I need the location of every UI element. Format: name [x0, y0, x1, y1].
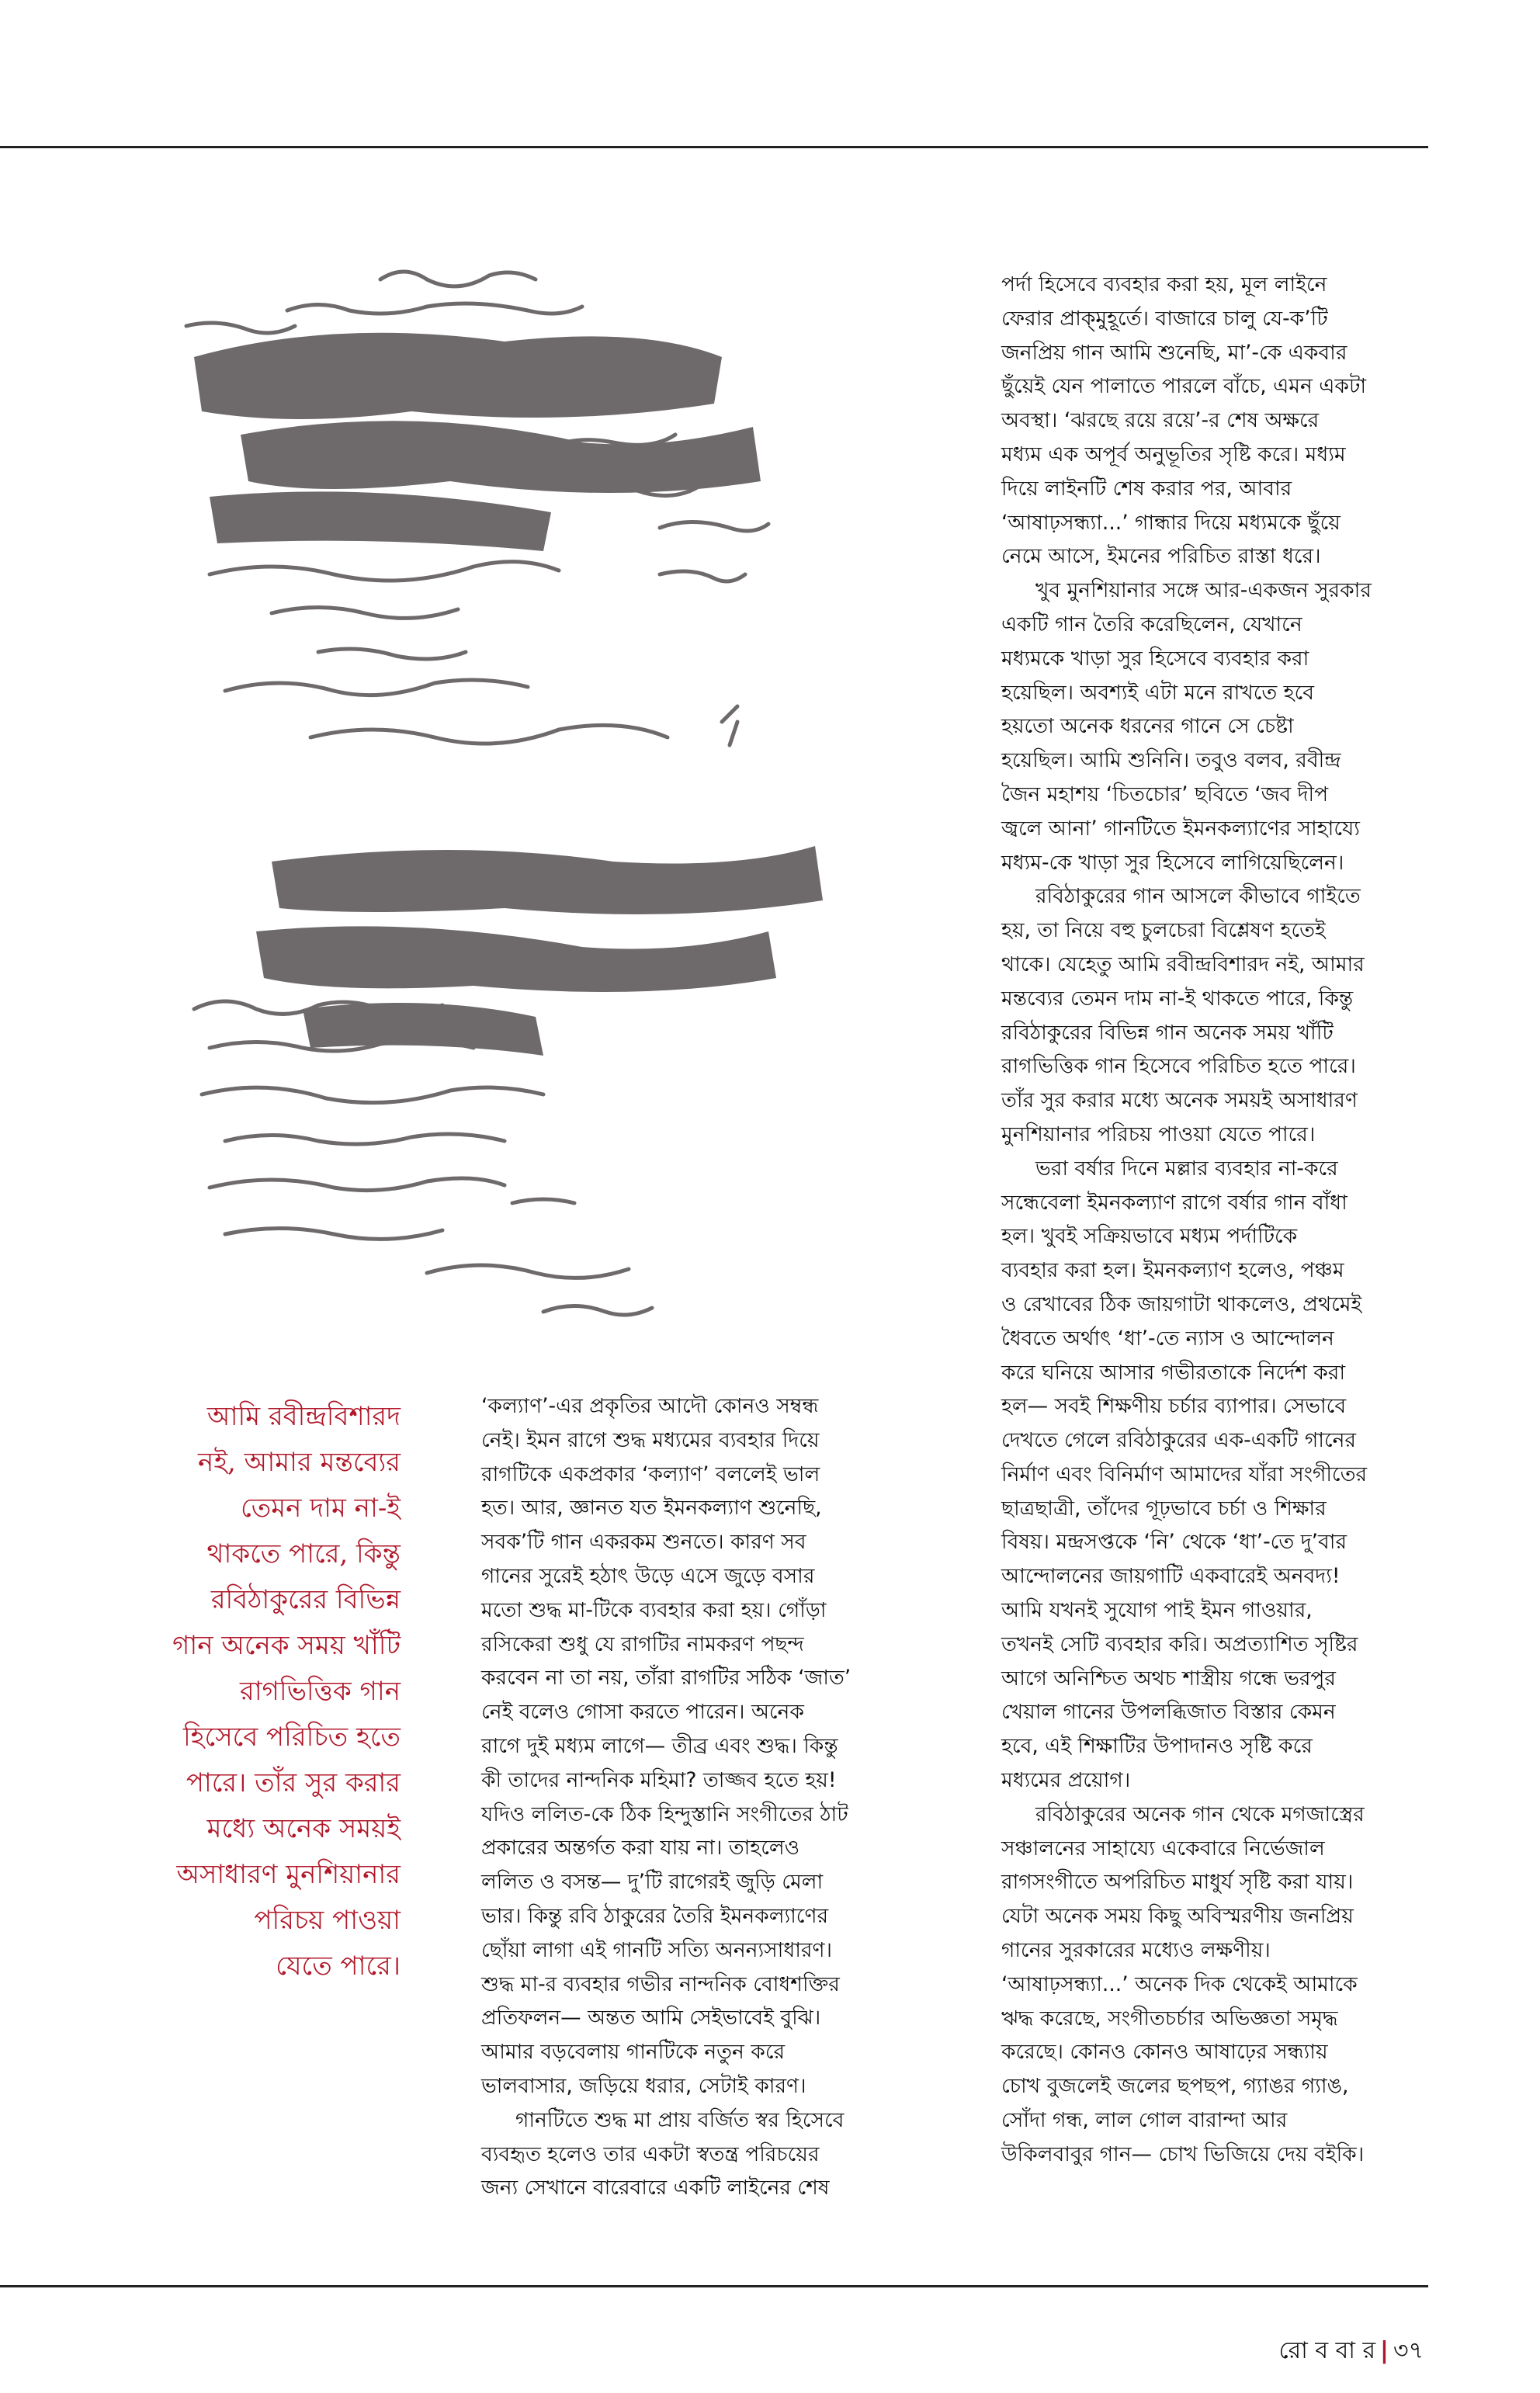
- article-column-middle: [481, 1389, 916, 2205]
- text-line: করে ঘনিয়ে আসার গভীরতাকে নির্দেশ করা: [1001, 1360, 1346, 1385]
- page-number: ৩৭: [1393, 2337, 1424, 2364]
- text-line: প্রকারের অন্তর্গত করা যায় না। তাহলেও: [481, 1836, 800, 1861]
- pull-quote-line: পারে। তাঁর সুর করার: [186, 1767, 401, 1798]
- text-line: ধৈবতে অর্থাৎ ‘ধা’-তে ন্যাস ও আন্দোলন: [1001, 1326, 1334, 1351]
- text-line: ফেরার প্রাক্‌মুহূর্তে। বাজারে চালু যে-ক’টি: [1001, 306, 1328, 331]
- text-line: হবে, এই শিক্ষাটির উপাদানও সৃষ্টি করে: [1001, 1734, 1313, 1759]
- text-line: ব্যবহার করা হল। ইমনকল্যাণ হলেও, পঞ্চম: [1001, 1258, 1344, 1283]
- text-line: পর্দা হিসেবে ব্যবহার করা হয়, মূল লাইনে: [1001, 272, 1327, 297]
- pull-quote: [116, 1394, 401, 1989]
- top-rule: [0, 146, 1428, 148]
- text-line: হয়েছিল। আমি শুনিনি। তবুও বলব, রবীন্দ্র: [1001, 748, 1341, 773]
- pull-quote-line: আমি রবীন্দ্রবিশারদ: [206, 1401, 401, 1432]
- text-line: মতো শুদ্ধ মা-টিকে ব্যবহার করা হয়। গোঁড়া: [481, 1597, 827, 1622]
- text-line: রাগসংগীতে অপরিচিত মাধুর্য সৃষ্টি করা যায়।: [1001, 1870, 1354, 1895]
- text-line: গানের সুরেই হঠাৎ উড়ে এসে জুড়ে বসার: [481, 1563, 815, 1588]
- text-line: আমি যখনই সুযোগ পাই ইমন গাওয়ার,: [1001, 1598, 1313, 1623]
- pull-quote-line: যেতে পারে।: [276, 1951, 401, 1982]
- text-line: উকিলবাবুর গান— চোখ ভিজিয়ে দেয় বইকি।: [1001, 2142, 1365, 2166]
- text-line: রাগটিকে একপ্রকার ‘কল্যাণ’ বললেই ভাল: [481, 1462, 820, 1486]
- text-line: জৈন মহাশয় ‘চিতচোর’ ছবিতে ‘জব দীপ: [1001, 782, 1329, 806]
- text-line: প্রতিফলন— অন্তত আমি সেইভাবেই বুঝি।: [481, 2006, 821, 2031]
- text-line: থাকে। যেহেতু আমি রবীন্দ্রবিশারদ নই, আমার: [1001, 952, 1365, 976]
- text-line: মধ্যম এক অপূর্ব অনুভূতির সৃষ্টি করে। মধ্যম: [1001, 442, 1346, 466]
- pull-quote-line: পরিচয় পাওয়া: [254, 1905, 401, 1936]
- text-line: খেয়াল গানের উপলব্ধিজাত বিস্তার কেমন: [1001, 1700, 1336, 1725]
- text-line: মন্তব্যের তেমন দাম না-ই থাকতে পারে, কিন্তু: [1001, 986, 1354, 1011]
- text-line: করবেন না তা নয়, তাঁরা রাগটির সঠিক ‘জাত’: [481, 1666, 852, 1691]
- text-line: গানের সুরকারের মধ্যেও লক্ষণীয়।: [1001, 1938, 1271, 1963]
- text-line: সঞ্চালনের সাহায্যে একেবারে নির্ভেজাল: [1001, 1836, 1325, 1861]
- pull-quote-line: তেমন দাম না-ই: [240, 1493, 401, 1524]
- text-line: সোঁদা গন্ধ, লাল গোল বারান্দা আর: [1001, 2108, 1288, 2133]
- text-line: যেটা অনেক সময় কিছু অবিস্মরণীয় জনপ্রিয়: [1001, 1904, 1354, 1929]
- text-line: মধ্যমকে খাড়া সুর হিসেবে ব্যবহার করা: [1001, 646, 1309, 671]
- text-line: খুব মুনশিয়ানার সঙ্গে আর-একজন সুরকার: [1035, 578, 1372, 603]
- text-line: নেই। ইমন রাগে শুদ্ধ মধ্যমের ব্যবহার দিয়ে: [481, 1427, 820, 1452]
- manuscript-image: [179, 248, 908, 1335]
- pull-quote-line: গান অনেক সময় খাঁটি: [172, 1630, 401, 1661]
- text-line: ‘আষাঢ়সন্ধ্যা...’ অনেক দিক থেকেই আমাকে: [1001, 1972, 1358, 1996]
- magazine-name: রো ব বা র: [1278, 2337, 1376, 2364]
- pull-quote-line: নই, আমার মন্তব্যের: [198, 1447, 401, 1478]
- text-line: ‘কল্যাণ’-এর প্রকৃতির আদৌ কোনও সম্বন্ধ: [481, 1394, 819, 1418]
- text-line: ছুঁয়েই যেন পালাতে পারলে বাঁচে, এমন একটা: [1001, 374, 1367, 399]
- pull-quote-line: হিসেবে পরিচিত হতে: [182, 1722, 401, 1753]
- text-line: রাগে দুই মধ্যম লাগে— তীব্র এবং শুদ্ধ। কিন্তু: [481, 1733, 838, 1758]
- text-line: রাগভিত্তিক গান হিসেবে পরিচিত হতে পারে।: [1001, 1054, 1356, 1079]
- text-line: ভার। কিন্তু রবি ঠাকুরের তৈরি ইমনকল্যাণের: [481, 1903, 829, 1928]
- pull-quote-line: থাকতে পারে, কিন্তু: [206, 1538, 401, 1569]
- text-line: নেমে আসে, ইমনের পরিচিত রাস্তা ধরে।: [1001, 544, 1321, 569]
- text-line: ঋদ্ধ করেছে, সংগীতচর্চার অভিজ্ঞতা সমৃদ্ধ: [1001, 2006, 1338, 2031]
- text-line: ও রেখাবের ঠিক জায়গাটা থাকলেও, প্রথমেই: [1001, 1292, 1362, 1316]
- text-line: করেছে। কোনও কোনও আষাঢ়ের সন্ধ্যায়: [1001, 2040, 1328, 2065]
- pull-quote-line: অসাধারণ মুনশিয়ানার: [176, 1859, 401, 1890]
- bottom-rule: [0, 2285, 1428, 2287]
- text-line: জ্বলে আনা’ গানটিতে ইমনকল্যাণের সাহায্যে: [1001, 816, 1360, 841]
- text-line: মধ্যম-কে খাড়া সুর হিসেবে লাগিয়েছিলেন।: [1001, 850, 1344, 875]
- text-line: তাঁর সুর করার মধ্যে অনেক সময়ই অসাধারণ: [1001, 1088, 1358, 1113]
- article-column-right: [1001, 268, 1436, 2172]
- pull-quote-line: মধ্যে অনেক সময়ই: [206, 1813, 401, 1844]
- text-line: হত। আর, জ্ঞানত যত ইমনকল্যাণ শুনেছি,: [481, 1496, 822, 1521]
- text-line: চোখ বুজলেই জলের ছপছপ, গ্যাঙর গ্যাঙ,: [1001, 2074, 1349, 2099]
- text-line: ভালবাসার, জড়িয়ে ধরার, সেটাই কারণ।: [481, 2073, 806, 2098]
- text-line: নির্মাণ এবং বিনির্মাণ আমাদের যাঁরা সংগীতের: [1001, 1462, 1368, 1486]
- text-line: একটি গান তৈরি করেছিলেন, যেখানে: [1001, 612, 1302, 636]
- text-line: নেই বলেও গোসা করতে পারেন। অনেক: [481, 1700, 804, 1725]
- text-line: যদিও ললিত-কে ঠিক হিন্দুস্তানি সংগীতের ঠাট: [481, 1802, 848, 1826]
- text-line: রবিঠাকুরের অনেক গান থেকে মগজাস্ত্রের: [1035, 1802, 1365, 1826]
- text-line: আন্দোলনের জায়গাটি একবারেই অনবদ্য!: [1001, 1564, 1341, 1589]
- text-line: সন্ধেবেলা ইমনকল্যাণ রাগে বর্ষার গান বাঁধা: [1001, 1190, 1348, 1215]
- text-line: রবিঠাকুরের গান আসলে কীভাবে গাইতে: [1035, 884, 1361, 909]
- text-line: কী তাদের নান্দনিক মহিমা? তাজ্জব হতে হয়!: [481, 1767, 837, 1792]
- text-line: তখনই সেটি ব্যবহার করি। অপ্রত্যাশিত সৃষ্টির: [1001, 1632, 1358, 1656]
- footer-separator: |: [1380, 2337, 1389, 2364]
- text-line: মুনশিয়ানার পরিচয় পাওয়া যেতে পারে।: [1001, 1122, 1316, 1146]
- text-line: ভরা বর্ষার দিনে মল্লার ব্যবহার না-করে: [1035, 1156, 1338, 1181]
- text-line: হয়েছিল। অবশ্যই এটা মনে রাখতে হবে: [1001, 680, 1314, 705]
- pull-quote-line: রাগভিত্তিক গান: [240, 1676, 401, 1707]
- text-line: অবস্থা। ‘ঝরছে রয়ে রয়ে’-র শেষ অক্ষরে: [1001, 408, 1320, 433]
- text-line: হল। খুবই সক্রিয়ভাবে মধ্যম পর্দাটিকে: [1001, 1224, 1298, 1249]
- text-line: ব্যবহৃত হলেও তার একটা স্বতন্ত্র পরিচয়ের: [481, 2142, 820, 2166]
- text-line: হল— সবই শিক্ষণীয় চর্চার ব্যাপার। সেভাবে: [1001, 1394, 1347, 1419]
- text-line: রবিঠাকুরের বিভিন্ন গান অনেক সময় খাঁটি: [1001, 1020, 1334, 1045]
- text-line: জনপ্রিয় গান আমি শুনেছি, মা’-কে একবার: [1001, 340, 1348, 365]
- text-line: মধ্যমের প্রয়োগ।: [1001, 1768, 1131, 1793]
- text-line: দিয়ে লাইনটি শেষ করার পর, আবার: [1001, 476, 1292, 501]
- text-line: ‘আষাঢ়সন্ধ্যা...’ গান্ধার দিয়ে মধ্যমকে ছুঁয়ে: [1001, 510, 1341, 535]
- text-line: হয়, তা নিয়ে বহু চুলচেরা বিশ্লেষণ হতেই: [1001, 918, 1326, 943]
- pull-quote-line: রবিঠাকুরের বিভিন্ন: [210, 1584, 401, 1615]
- text-line: ললিত ও বসন্ত— দু’টি রাগেরই জুড়ি মেলা: [481, 1870, 824, 1895]
- text-line: গানটিতে শুদ্ধ মা প্রায় বর্জিত স্বর হিসেবে: [515, 2107, 845, 2132]
- page-footer: [1278, 2332, 1424, 2371]
- text-line: হয়তো অনেক ধরনের গানে সে চেষ্টা: [1001, 714, 1294, 739]
- text-line: জন্য সেখানে বারেবারে একটি লাইনের শেষ: [481, 2176, 830, 2201]
- text-line: ছাত্রছাত্রী, তাঁদের গূঢ়ভাবে চর্চা ও শিক্ষার: [1001, 1496, 1327, 1521]
- text-line: আমার বড়বেলায় গানটিকে নতুন করে: [481, 2040, 786, 2065]
- text-line: শুদ্ধ মা-র ব্যবহার গভীর নান্দনিক বোধশক্তির: [481, 1972, 840, 1996]
- text-line: বিষয়। মন্দ্রসপ্তকে ‘নি’ থেকে ‘ধা’-তে দু’বার: [1001, 1530, 1348, 1555]
- text-line: সবক’টি গান একরকম শুনতে। কারণ সব: [481, 1530, 806, 1555]
- text-line: দেখতে গেলে রবিঠাকুরের এক-একটি গানের: [1001, 1428, 1356, 1453]
- text-line: রসিকেরা শুধু যে রাগটির নামকরণ পছন্দ: [481, 1632, 804, 1656]
- text-line: ছোঁয়া লাগা এই গানটি সত্যি অনন্যসাধারণ।: [481, 1937, 832, 1962]
- text-line: আগে অনিশ্চিত অথচ শাস্ত্রীয় গন্ধে ভরপুর: [1001, 1666, 1336, 1691]
